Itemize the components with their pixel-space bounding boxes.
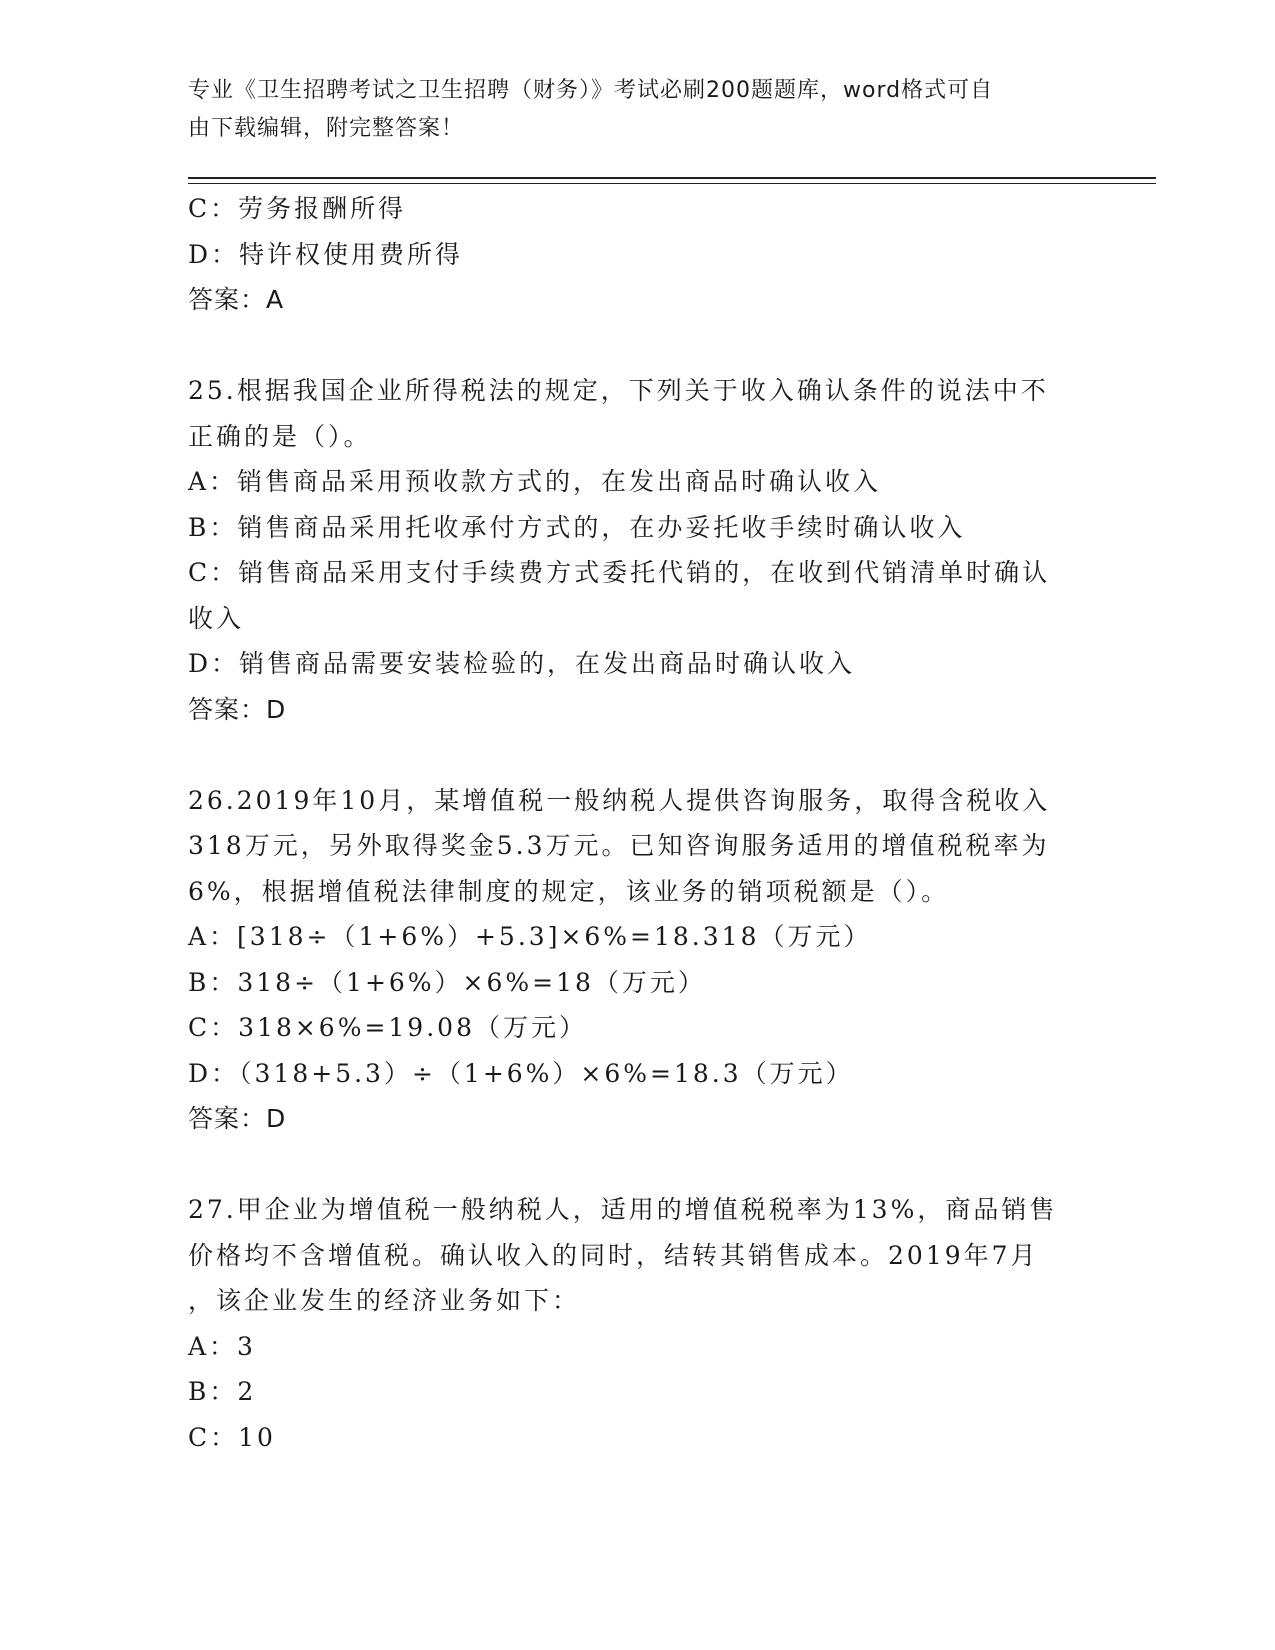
question-26-option-a: A：[318÷（1+6%）+5.3]×6%=18.318（万元） [188, 922, 872, 951]
question-27-option-b: B：2 [188, 1377, 257, 1406]
question-27-stem-cont-2: ，该企业发生的经济业务如下： [188, 1286, 581, 1315]
question-26-option-c: C：318×6%=19.08（万元） [188, 1013, 587, 1042]
question-25-option-c: C：销售商品采用支付手续费方式委托代销的，在收到代销清单时确认 [188, 558, 1051, 587]
question-content [188, 186, 1088, 1460]
question-25-option-a: A：销售商品采用预收款方式的，在发出商品时确认收入 [188, 467, 882, 496]
question-27-stem-cont: 价格均不含增值税。确认收入的同时，结转其销售成本。2019年7月 [188, 1240, 1039, 1270]
question-26-stem-cont: 318万元，另外取得奖金5.3万元。已知咨询服务适用的增值税税率为 [188, 831, 1050, 860]
spacer [188, 1142, 1088, 1188]
question-27-option-c: C：10 [188, 1422, 276, 1452]
page-header [188, 72, 1068, 148]
question-27-stem: 27.甲企业为增值税一般纳税人，适用的增值税税率为13%，商品销售 [188, 1195, 1058, 1224]
question-25-stem: 25.根据我国企业所得税法的规定，下列关于收入确认条件的说法中不 [188, 376, 1049, 405]
header-line-1: 专业《卫生招聘考试之卫生招聘（财务）》考试必刷200题题库，word格式可自 [188, 78, 994, 103]
question-26-stem: 26.2019年10月，某增值税一般纳税人提供咨询服务，取得含税收入 [188, 785, 1051, 815]
answer: 答案：A [188, 285, 285, 314]
question-25-answer: 答案：D [188, 694, 287, 724]
spacer [188, 323, 1088, 369]
question-25-option-c-cont: 收入 [188, 603, 245, 633]
option-c: C：劳务报酬所得 [188, 194, 407, 223]
option-d: D：特许权使用费所得 [188, 239, 464, 269]
question-26-answer: 答案：D [188, 1104, 287, 1133]
question-26-option-d: D：（318+5.3）÷（1+6%）×6%=18.3（万元） [188, 1058, 854, 1088]
question-27-option-a: A：3 [188, 1331, 256, 1361]
question-26-stem-cont-2: 6%，根据增值税法律制度的规定，该业务的销项税额是（）。 [188, 876, 950, 906]
spacer [188, 732, 1088, 778]
header-divider [188, 177, 1156, 179]
header-line-2: 由下载编辑，附完整答案！ [188, 116, 465, 141]
question-25-stem-cont: 正确的是（）。 [188, 421, 372, 451]
question-25-option-b: B：销售商品采用托收承付方式的，在办妥托收手续时确认收入 [188, 512, 966, 542]
question-26-option-b: B：318÷（1+6%）×6%=18（万元） [188, 967, 706, 997]
question-25-option-d: D：销售商品需要安装检验的，在发出商品时确认收入 [188, 649, 856, 678]
